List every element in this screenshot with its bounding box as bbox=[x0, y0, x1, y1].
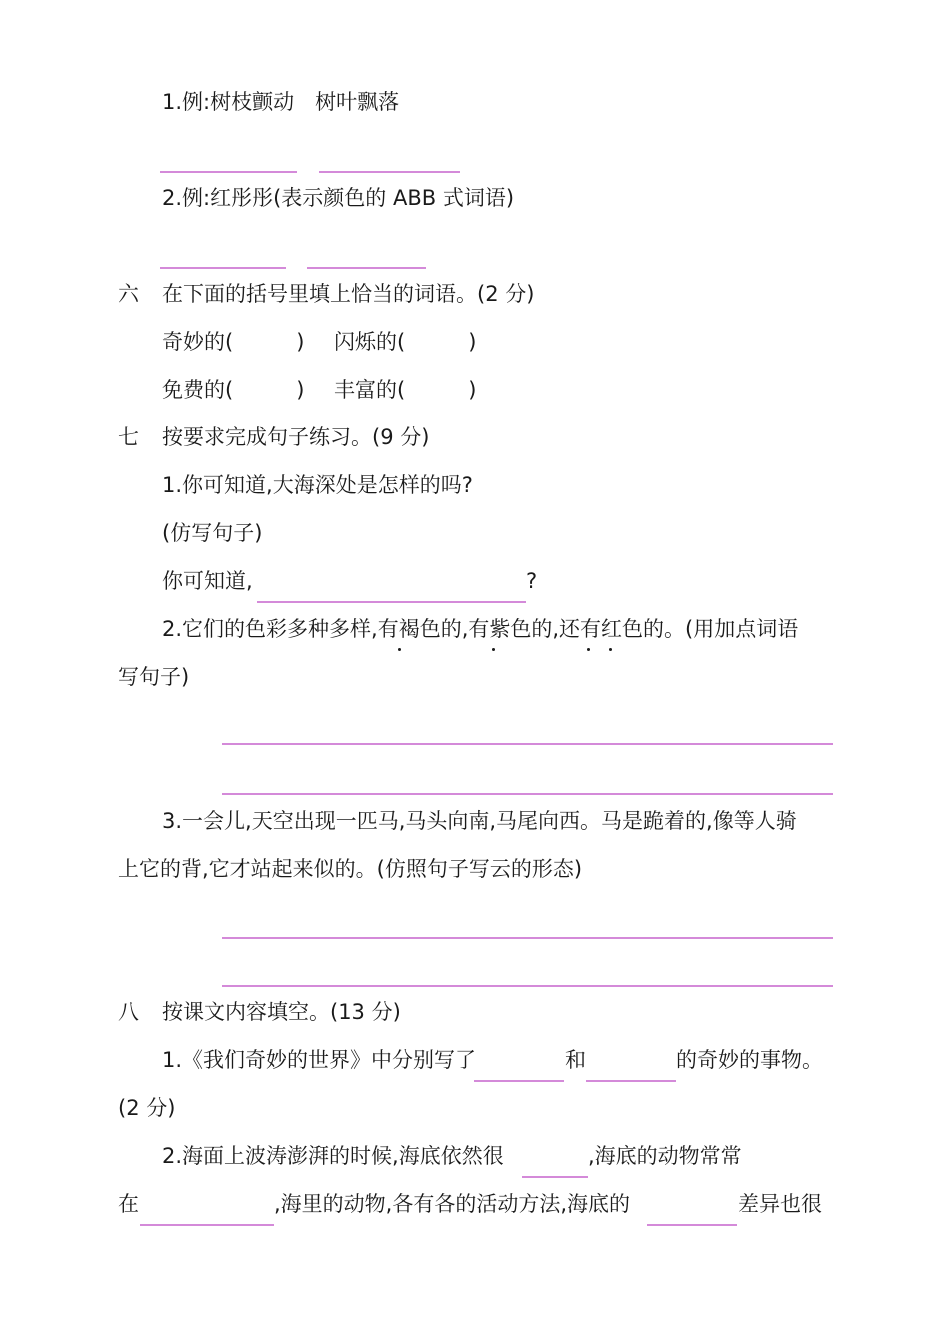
q8-2-text-e: 差异也很 bbox=[738, 1192, 822, 1216]
answer-line-7-2a[interactable] bbox=[222, 743, 833, 745]
emphasis-dot bbox=[398, 648, 401, 651]
section-7-title: 按要求完成句子练习。(9 分) bbox=[162, 425, 430, 449]
emphasis-dot bbox=[587, 648, 590, 651]
section-7-number: 七 bbox=[118, 425, 139, 449]
answer-blank-8-2b[interactable] bbox=[140, 1224, 274, 1226]
q7-2-line-2: 写句子) bbox=[118, 665, 190, 689]
q7-3-line-2: 上它的背,它才站起来似的。(仿照句子写云的形态) bbox=[118, 857, 583, 881]
q8-2-text-a: 2.海面上波涛澎湃的时候,海底依然很 bbox=[162, 1144, 504, 1168]
q5-1-example: 1.例:树枝颤动 树叶飘落 bbox=[162, 90, 400, 114]
q8-1-text-b: 的奇妙的事物。 bbox=[676, 1048, 823, 1072]
section-8-title: 按课文内容填空。(13 分) bbox=[162, 1000, 401, 1024]
answer-blank-5-2a[interactable] bbox=[160, 267, 286, 269]
answer-blank-5-1a[interactable] bbox=[160, 171, 297, 173]
answer-blank-5-1b[interactable] bbox=[319, 171, 460, 173]
q7-1-note: (仿写句子) bbox=[162, 521, 263, 545]
q8-1-text-a: 1.《我们奇妙的世界》中分别写了 bbox=[162, 1048, 477, 1072]
emphasis-dot bbox=[492, 648, 495, 651]
q8-2-text-d: ,海里的动物,各有各的活动方法,海底的 bbox=[274, 1192, 631, 1216]
answer-blank-8-1a[interactable] bbox=[474, 1080, 564, 1082]
section-6-number: 六 bbox=[118, 282, 139, 306]
q7-2-line-1: 2.它们的色彩多种多样,有褐色的,有紫色的,还有红色的。(用加点词语 bbox=[162, 617, 799, 641]
q8-2-text-b: ,海底的动物常常 bbox=[588, 1144, 742, 1168]
q8-2-text-c: 在 bbox=[118, 1192, 139, 1216]
q7-1-prefix: 你可知道, bbox=[162, 569, 253, 593]
answer-blank-8-2c[interactable] bbox=[647, 1224, 737, 1226]
answer-blank-8-1b[interactable] bbox=[586, 1080, 676, 1082]
answer-line-7-3a[interactable] bbox=[222, 937, 833, 939]
q6-item-2[interactable]: 闪烁的( ) bbox=[334, 330, 477, 354]
q8-1-and: 和 bbox=[565, 1048, 586, 1072]
answer-line-7-2b[interactable] bbox=[222, 793, 833, 795]
section-6-title: 在下面的括号里填上恰当的词语。(2 分) bbox=[162, 282, 535, 306]
answer-blank-7-1[interactable] bbox=[257, 601, 526, 603]
answer-blank-5-2b[interactable] bbox=[307, 267, 426, 269]
q8-1-score: (2 分) bbox=[118, 1096, 176, 1120]
q6-item-4[interactable]: 丰富的( ) bbox=[334, 378, 477, 402]
q5-2-example: 2.例:红彤彤(表示颜色的 ABB 式词语) bbox=[162, 186, 515, 210]
q7-3-line-1: 3.一会儿,天空出现一匹马,马头向南,马尾向西。马是跪着的,像等人骑 bbox=[162, 809, 797, 833]
answer-blank-8-2a[interactable] bbox=[522, 1176, 588, 1178]
section-8-number: 八 bbox=[118, 1000, 139, 1024]
q7-1-sentence: 1.你可知道,大海深处是怎样的吗? bbox=[162, 473, 473, 497]
emphasis-dot bbox=[609, 648, 612, 651]
q7-1-suffix: ? bbox=[526, 569, 538, 593]
answer-line-7-3b[interactable] bbox=[222, 985, 833, 987]
q6-item-1[interactable]: 奇妙的( ) bbox=[162, 330, 305, 354]
q6-item-3[interactable]: 免费的( ) bbox=[162, 378, 305, 402]
